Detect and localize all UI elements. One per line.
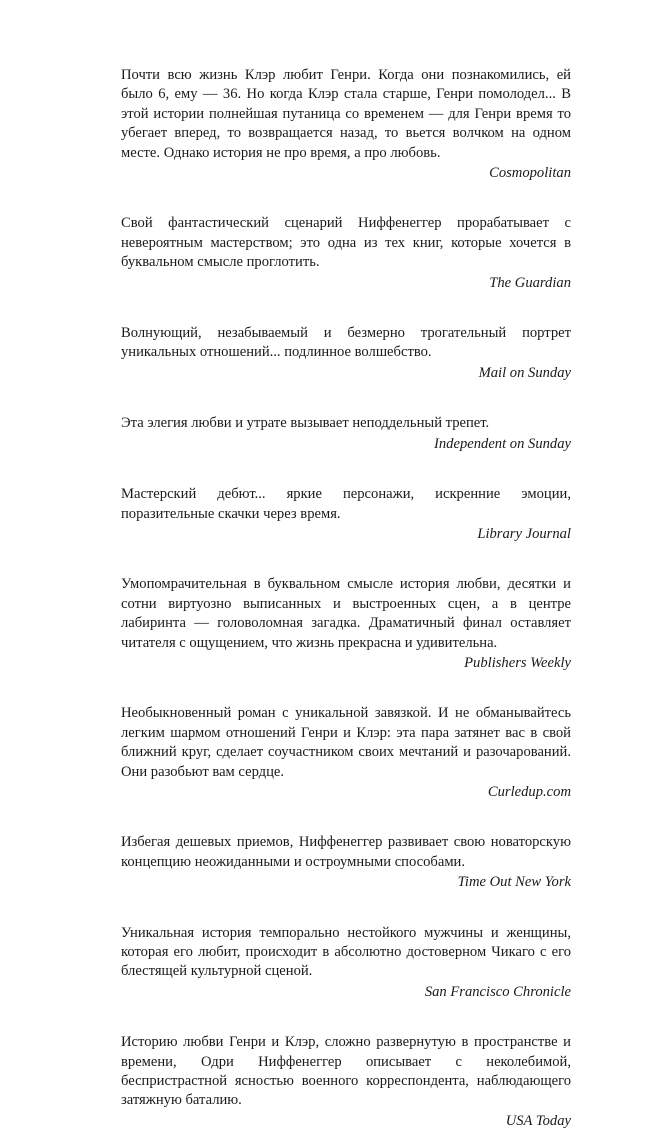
- review-quote: Необыкновенный роман с уникальной завязкой. И не обманывайтесь легким шармом отношений Генри и Клэр: эта пара затянет вас в свой ближний круг, сделает соучастником своих мечтаний и разочарований. Они разобьют вам сердце.: [121, 705, 571, 780]
- review-source: San Francisco Chronicle: [424, 983, 571, 1000]
- blurb-spacer: [121, 183, 571, 214]
- review-source: The Guardian: [489, 274, 571, 291]
- review-source: Curledup.com: [487, 783, 571, 800]
- review-blurb: [121, 414, 571, 454]
- review-quote: Волнующий, незабываемый и безмерно трогательный портрет уникальных отношений... подлинное волшебство.: [121, 325, 571, 361]
- review-blurb: [121, 324, 571, 383]
- review-blurb: [121, 924, 571, 1003]
- review-source: Independent on Sunday: [434, 435, 571, 452]
- review-blurb: [121, 833, 571, 892]
- review-source: Cosmopolitan: [489, 165, 571, 182]
- blurb-spacer: [121, 802, 571, 833]
- review-quote: Избегая дешевых приемов, Ниффенеггер развивает свою новаторскую концепцию неожиданными и остроумными способами.: [121, 834, 571, 870]
- review-blurb: [121, 1033, 571, 1131]
- blurb-spacer: [121, 383, 571, 414]
- blurb-spacer: [121, 544, 571, 575]
- review-source: Time Out New York: [457, 874, 571, 891]
- review-blurb: [121, 214, 571, 293]
- blurb-spacer: [121, 293, 571, 324]
- review-blurb: [121, 66, 571, 183]
- blurb-spacer: [121, 893, 571, 924]
- review-quote: Эта элегия любви и утрате вызывает неподдельный трепет.: [121, 415, 490, 432]
- review-blurb: [121, 575, 571, 673]
- blurb-spacer: [121, 673, 571, 704]
- review-quote: Мастерский дебют... яркие персонажи, искренние эмоции, поразительные скачки через время.: [121, 486, 571, 522]
- review-quote: Почти всю жизнь Клэр любит Генри. Когда они познакомились, ей было 6, ему — 36. Но когда Клэр стала старше, Генри помолодел... В этой истории полнейшая путаница со временем — для Генри время то убегает вперед, то возвращается назад, то вьется волчком на одном месте. Однако история не про время, а про любовь.: [121, 67, 571, 161]
- blurb-spacer: [121, 454, 571, 485]
- review-quote: Умопомрачительная в буквальном смысле история любви, десятки и сотни виртуозно выписанных и выстроенных сцен, а в центре лабиринта — головоломная загадка. Драматичный финал оставляет читателя с ощущением, что жизнь прекрасна и удивительна.: [121, 576, 571, 651]
- review-source: Library Journal: [477, 525, 571, 542]
- review-source: Mail on Sunday: [478, 364, 571, 381]
- review-source: Publishers Weekly: [464, 654, 571, 671]
- praise-page: [121, 66, 571, 1131]
- review-source: USA Today: [505, 1112, 571, 1129]
- review-blurb: [121, 704, 571, 802]
- review-quote: Свой фантастический сценарий Ниффенеггер прорабатывает с невероятным мастерством; это одна из тех книг, которые хочется в буквальном смысле проглотить.: [121, 215, 571, 271]
- review-quote: Историю любви Генри и Клэр, сложно развернутую в пространстве и времени, Одри Ниффенеггер описывает с неколебимой, беспристрастной ясностью военного корреспондента, наблюдающего затяжную баталию.: [121, 1034, 571, 1109]
- review-quote: Уникальная история темпорально нестойкого мужчины и женщины, которая его любит, происходит в абсолютно достоверном Чикаго с его блестящей культурной сценой.: [121, 924, 571, 980]
- blurb-spacer: [121, 1002, 571, 1033]
- review-blurb: [121, 485, 571, 544]
